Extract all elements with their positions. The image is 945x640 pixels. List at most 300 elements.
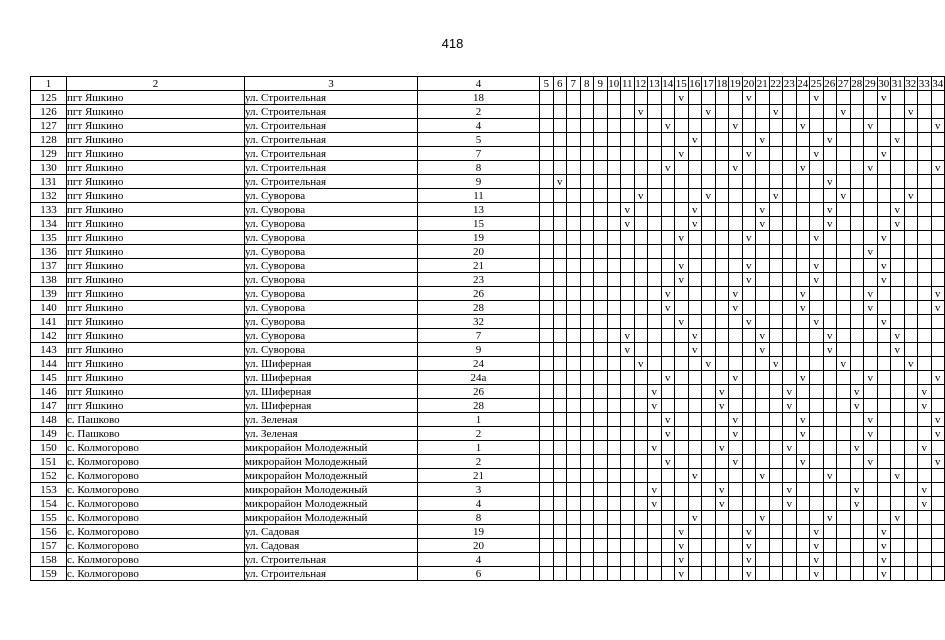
empty-cell xyxy=(810,287,824,301)
empty-cell xyxy=(891,497,905,511)
empty-cell xyxy=(715,273,729,287)
empty-cell xyxy=(810,161,824,175)
empty-cell xyxy=(567,133,581,147)
check-mark-cell: v xyxy=(891,217,905,231)
empty-cell xyxy=(918,301,932,315)
row-number-cell: 135 xyxy=(31,231,67,245)
check-mark-cell: v xyxy=(742,553,756,567)
empty-cell xyxy=(756,413,770,427)
empty-cell xyxy=(621,259,635,273)
empty-cell xyxy=(756,161,770,175)
check-mark-cell: v xyxy=(661,301,675,315)
empty-cell xyxy=(648,287,662,301)
empty-cell xyxy=(877,105,891,119)
empty-cell xyxy=(783,231,797,245)
empty-cell xyxy=(729,511,743,525)
empty-cell xyxy=(904,133,918,147)
check-mark-cell: v xyxy=(756,329,770,343)
empty-cell xyxy=(688,371,702,385)
empty-cell xyxy=(540,483,554,497)
empty-cell xyxy=(756,441,770,455)
empty-cell xyxy=(567,469,581,483)
table-row xyxy=(31,133,945,147)
empty-cell xyxy=(540,133,554,147)
empty-cell xyxy=(540,203,554,217)
empty-cell xyxy=(648,259,662,273)
empty-cell xyxy=(540,413,554,427)
empty-cell xyxy=(931,469,945,483)
empty-cell xyxy=(621,119,635,133)
empty-cell xyxy=(634,315,648,329)
check-mark-cell: v xyxy=(742,315,756,329)
empty-cell xyxy=(769,203,783,217)
empty-cell xyxy=(837,455,851,469)
column-header: 32 xyxy=(905,77,917,90)
empty-cell xyxy=(756,539,770,553)
row-number-cell: 142 xyxy=(31,329,67,343)
empty-cell xyxy=(756,147,770,161)
empty-cell xyxy=(702,175,716,189)
street-cell: ул. Зеленая xyxy=(245,413,418,427)
table-row xyxy=(31,357,945,371)
empty-cell xyxy=(891,483,905,497)
table-row xyxy=(31,525,945,539)
empty-cell xyxy=(553,315,567,329)
empty-cell xyxy=(850,245,864,259)
locality-cell: с. Колмогорово xyxy=(67,567,245,581)
check-mark-cell: v xyxy=(783,399,797,413)
empty-cell xyxy=(540,105,554,119)
empty-cell xyxy=(553,525,567,539)
empty-cell xyxy=(837,441,851,455)
check-mark-cell: v xyxy=(837,105,851,119)
empty-cell xyxy=(688,357,702,371)
empty-cell xyxy=(594,329,608,343)
empty-cell xyxy=(675,217,689,231)
empty-cell xyxy=(837,245,851,259)
empty-cell xyxy=(850,315,864,329)
check-mark-cell: v xyxy=(931,161,945,175)
empty-cell xyxy=(661,133,675,147)
empty-cell xyxy=(715,413,729,427)
empty-cell xyxy=(796,441,810,455)
empty-cell xyxy=(621,413,635,427)
empty-cell xyxy=(918,357,932,371)
empty-cell xyxy=(891,189,905,203)
house-number-cell: 19 xyxy=(418,231,540,245)
empty-cell xyxy=(891,525,905,539)
house-number-cell: 4 xyxy=(418,553,540,567)
empty-cell xyxy=(648,315,662,329)
empty-cell xyxy=(904,301,918,315)
empty-cell xyxy=(837,553,851,567)
street-cell: микрорайон Молодежный xyxy=(245,483,418,497)
empty-cell xyxy=(918,175,932,189)
empty-cell xyxy=(877,441,891,455)
empty-cell xyxy=(904,231,918,245)
empty-cell xyxy=(715,539,729,553)
empty-cell xyxy=(742,133,756,147)
empty-cell xyxy=(769,371,783,385)
empty-cell xyxy=(823,413,837,427)
empty-cell xyxy=(783,301,797,315)
row-number-cell: 126 xyxy=(31,105,67,119)
empty-cell xyxy=(864,399,878,413)
empty-cell xyxy=(648,203,662,217)
empty-cell xyxy=(877,133,891,147)
empty-cell xyxy=(621,133,635,147)
empty-cell xyxy=(796,217,810,231)
empty-cell xyxy=(756,287,770,301)
empty-cell xyxy=(661,91,675,105)
empty-cell xyxy=(796,245,810,259)
empty-cell xyxy=(634,441,648,455)
empty-cell xyxy=(850,329,864,343)
empty-cell xyxy=(904,525,918,539)
empty-cell xyxy=(810,329,824,343)
empty-cell xyxy=(688,427,702,441)
empty-cell xyxy=(756,231,770,245)
empty-cell xyxy=(769,441,783,455)
empty-cell xyxy=(931,133,945,147)
empty-cell xyxy=(621,385,635,399)
empty-cell xyxy=(864,315,878,329)
empty-cell xyxy=(688,245,702,259)
empty-cell xyxy=(702,567,716,581)
empty-cell xyxy=(648,567,662,581)
row-number-cell: 137 xyxy=(31,259,67,273)
empty-cell xyxy=(918,469,932,483)
empty-cell xyxy=(823,231,837,245)
empty-cell xyxy=(904,399,918,413)
row-number-cell: 130 xyxy=(31,161,67,175)
column-header: 31 xyxy=(891,77,903,90)
empty-cell xyxy=(567,539,581,553)
check-mark-cell: v xyxy=(877,525,891,539)
empty-cell xyxy=(756,105,770,119)
check-mark-cell: v xyxy=(891,329,905,343)
empty-cell xyxy=(675,385,689,399)
empty-cell xyxy=(634,301,648,315)
empty-cell xyxy=(634,413,648,427)
house-number-cell: 1 xyxy=(418,413,540,427)
table-row xyxy=(31,427,945,441)
empty-cell xyxy=(567,273,581,287)
empty-cell xyxy=(540,231,554,245)
column-header: 29 xyxy=(864,77,876,90)
empty-cell xyxy=(621,553,635,567)
empty-cell xyxy=(688,567,702,581)
check-mark-cell: v xyxy=(931,301,945,315)
table-row xyxy=(31,455,945,469)
check-mark-cell: v xyxy=(715,441,729,455)
empty-cell xyxy=(634,147,648,161)
empty-cell xyxy=(810,203,824,217)
empty-cell xyxy=(621,175,635,189)
empty-cell xyxy=(594,343,608,357)
empty-cell xyxy=(769,525,783,539)
street-cell: ул. Строительная xyxy=(245,91,418,105)
empty-cell xyxy=(540,539,554,553)
check-mark-cell: v xyxy=(877,91,891,105)
check-mark-cell: v xyxy=(918,483,932,497)
empty-cell xyxy=(607,245,621,259)
column-header: 13 xyxy=(648,77,660,90)
empty-cell xyxy=(661,511,675,525)
empty-cell xyxy=(756,483,770,497)
empty-cell xyxy=(634,119,648,133)
empty-cell xyxy=(567,301,581,315)
empty-cell xyxy=(607,343,621,357)
empty-cell xyxy=(864,539,878,553)
empty-cell xyxy=(688,301,702,315)
check-mark-cell: v xyxy=(553,175,567,189)
column-header: 6 xyxy=(553,77,567,91)
empty-cell xyxy=(567,343,581,357)
empty-cell xyxy=(661,203,675,217)
empty-cell xyxy=(648,343,662,357)
empty-cell xyxy=(607,105,621,119)
empty-cell xyxy=(891,567,905,581)
locality-cell: пгт Яшкино xyxy=(67,217,245,231)
locality-cell: пгт Яшкино xyxy=(67,133,245,147)
check-mark-cell: v xyxy=(796,119,810,133)
empty-cell xyxy=(661,553,675,567)
empty-cell xyxy=(553,371,567,385)
empty-cell xyxy=(796,147,810,161)
empty-cell xyxy=(756,497,770,511)
row-number-cell: 138 xyxy=(31,273,67,287)
empty-cell xyxy=(553,497,567,511)
house-number-cell: 24а xyxy=(418,371,540,385)
empty-cell xyxy=(648,525,662,539)
check-mark-cell: v xyxy=(783,441,797,455)
empty-cell xyxy=(607,231,621,245)
empty-cell xyxy=(621,287,635,301)
empty-cell xyxy=(580,119,594,133)
empty-cell xyxy=(580,133,594,147)
empty-cell xyxy=(729,441,743,455)
empty-cell xyxy=(864,259,878,273)
empty-cell xyxy=(634,91,648,105)
empty-cell xyxy=(675,245,689,259)
empty-cell xyxy=(607,525,621,539)
empty-cell xyxy=(837,371,851,385)
empty-cell xyxy=(756,189,770,203)
empty-cell xyxy=(769,273,783,287)
empty-cell xyxy=(702,413,716,427)
check-mark-cell: v xyxy=(756,469,770,483)
empty-cell xyxy=(567,427,581,441)
empty-cell xyxy=(675,441,689,455)
empty-cell xyxy=(918,133,932,147)
empty-cell xyxy=(904,203,918,217)
check-mark-cell: v xyxy=(621,217,635,231)
empty-cell xyxy=(904,273,918,287)
empty-cell xyxy=(864,273,878,287)
empty-cell xyxy=(823,105,837,119)
empty-cell xyxy=(877,189,891,203)
locality-cell: пгт Яшкино xyxy=(67,357,245,371)
empty-cell xyxy=(877,413,891,427)
empty-cell xyxy=(594,273,608,287)
empty-cell xyxy=(648,371,662,385)
column-header: 5 xyxy=(540,77,554,91)
empty-cell xyxy=(918,231,932,245)
empty-cell xyxy=(877,203,891,217)
empty-cell xyxy=(783,413,797,427)
check-mark-cell: v xyxy=(931,427,945,441)
empty-cell xyxy=(850,175,864,189)
empty-cell xyxy=(634,511,648,525)
empty-cell xyxy=(877,161,891,175)
locality-cell: пгт Яшкино xyxy=(67,315,245,329)
empty-cell xyxy=(864,553,878,567)
row-number-cell: 150 xyxy=(31,441,67,455)
empty-cell xyxy=(540,91,554,105)
empty-cell xyxy=(810,469,824,483)
street-cell: ул. Строительная xyxy=(245,133,418,147)
empty-cell xyxy=(931,245,945,259)
empty-cell xyxy=(553,539,567,553)
empty-cell xyxy=(715,161,729,175)
empty-cell xyxy=(553,441,567,455)
check-mark-cell: v xyxy=(634,357,648,371)
house-number-cell: 4 xyxy=(418,497,540,511)
check-mark-cell: v xyxy=(648,385,662,399)
check-mark-cell: v xyxy=(742,147,756,161)
empty-cell xyxy=(783,119,797,133)
empty-cell xyxy=(810,413,824,427)
check-mark-cell: v xyxy=(661,413,675,427)
empty-cell xyxy=(769,469,783,483)
locality-cell: с. Пашково xyxy=(67,413,245,427)
empty-cell xyxy=(823,301,837,315)
empty-cell xyxy=(796,329,810,343)
empty-cell xyxy=(783,371,797,385)
empty-cell xyxy=(540,189,554,203)
street-cell: ул. Садовая xyxy=(245,525,418,539)
empty-cell xyxy=(594,91,608,105)
empty-cell xyxy=(783,553,797,567)
empty-cell xyxy=(580,175,594,189)
empty-cell xyxy=(715,231,729,245)
empty-cell xyxy=(634,399,648,413)
check-mark-cell: v xyxy=(688,469,702,483)
check-mark-cell: v xyxy=(810,231,824,245)
house-number-cell: 9 xyxy=(418,175,540,189)
empty-cell xyxy=(715,343,729,357)
empty-cell xyxy=(796,399,810,413)
empty-cell xyxy=(702,259,716,273)
empty-cell xyxy=(607,385,621,399)
empty-cell xyxy=(904,217,918,231)
empty-cell xyxy=(634,525,648,539)
empty-cell xyxy=(580,105,594,119)
empty-cell xyxy=(688,175,702,189)
empty-cell xyxy=(783,511,797,525)
empty-cell xyxy=(796,483,810,497)
empty-cell xyxy=(931,329,945,343)
check-mark-cell: v xyxy=(661,427,675,441)
check-mark-cell: v xyxy=(904,357,918,371)
empty-cell xyxy=(648,231,662,245)
empty-cell xyxy=(891,315,905,329)
check-mark-cell: v xyxy=(877,567,891,581)
check-mark-cell: v xyxy=(864,301,878,315)
empty-cell xyxy=(918,189,932,203)
check-mark-cell: v xyxy=(864,161,878,175)
empty-cell xyxy=(769,315,783,329)
empty-cell xyxy=(688,399,702,413)
empty-cell xyxy=(621,455,635,469)
empty-cell xyxy=(553,329,567,343)
empty-cell xyxy=(553,217,567,231)
check-mark-cell: v xyxy=(742,567,756,581)
empty-cell xyxy=(648,301,662,315)
empty-cell xyxy=(823,497,837,511)
empty-cell xyxy=(594,203,608,217)
column-header: 22 xyxy=(770,77,782,90)
empty-cell xyxy=(621,441,635,455)
street-cell: ул. Суворова xyxy=(245,287,418,301)
empty-cell xyxy=(931,441,945,455)
empty-cell xyxy=(715,203,729,217)
empty-cell xyxy=(931,147,945,161)
empty-cell xyxy=(580,553,594,567)
column-header: 12 xyxy=(635,77,647,90)
empty-cell xyxy=(634,567,648,581)
empty-cell xyxy=(594,567,608,581)
check-mark-cell: v xyxy=(877,539,891,553)
table-row xyxy=(31,245,945,259)
check-mark-cell: v xyxy=(688,133,702,147)
check-mark-cell: v xyxy=(715,483,729,497)
empty-cell xyxy=(783,539,797,553)
empty-cell xyxy=(540,175,554,189)
empty-cell xyxy=(729,259,743,273)
empty-cell xyxy=(621,315,635,329)
empty-cell xyxy=(823,539,837,553)
empty-cell xyxy=(837,203,851,217)
empty-cell xyxy=(580,483,594,497)
check-mark-cell: v xyxy=(904,189,918,203)
empty-cell xyxy=(594,399,608,413)
empty-cell xyxy=(918,567,932,581)
check-mark-cell: v xyxy=(675,567,689,581)
empty-cell xyxy=(877,245,891,259)
empty-cell xyxy=(918,287,932,301)
row-number-cell: 129 xyxy=(31,147,67,161)
empty-cell xyxy=(688,497,702,511)
empty-cell xyxy=(783,455,797,469)
empty-cell xyxy=(634,483,648,497)
empty-cell xyxy=(688,553,702,567)
empty-cell xyxy=(634,133,648,147)
street-cell: ул. Суворова xyxy=(245,343,418,357)
table-row xyxy=(31,189,945,203)
check-mark-cell: v xyxy=(648,441,662,455)
check-mark-cell: v xyxy=(796,287,810,301)
empty-cell xyxy=(594,413,608,427)
empty-cell xyxy=(540,441,554,455)
check-mark-cell: v xyxy=(796,161,810,175)
empty-cell xyxy=(877,301,891,315)
empty-cell xyxy=(702,287,716,301)
empty-cell xyxy=(688,259,702,273)
empty-cell xyxy=(580,427,594,441)
header-row xyxy=(31,77,945,91)
